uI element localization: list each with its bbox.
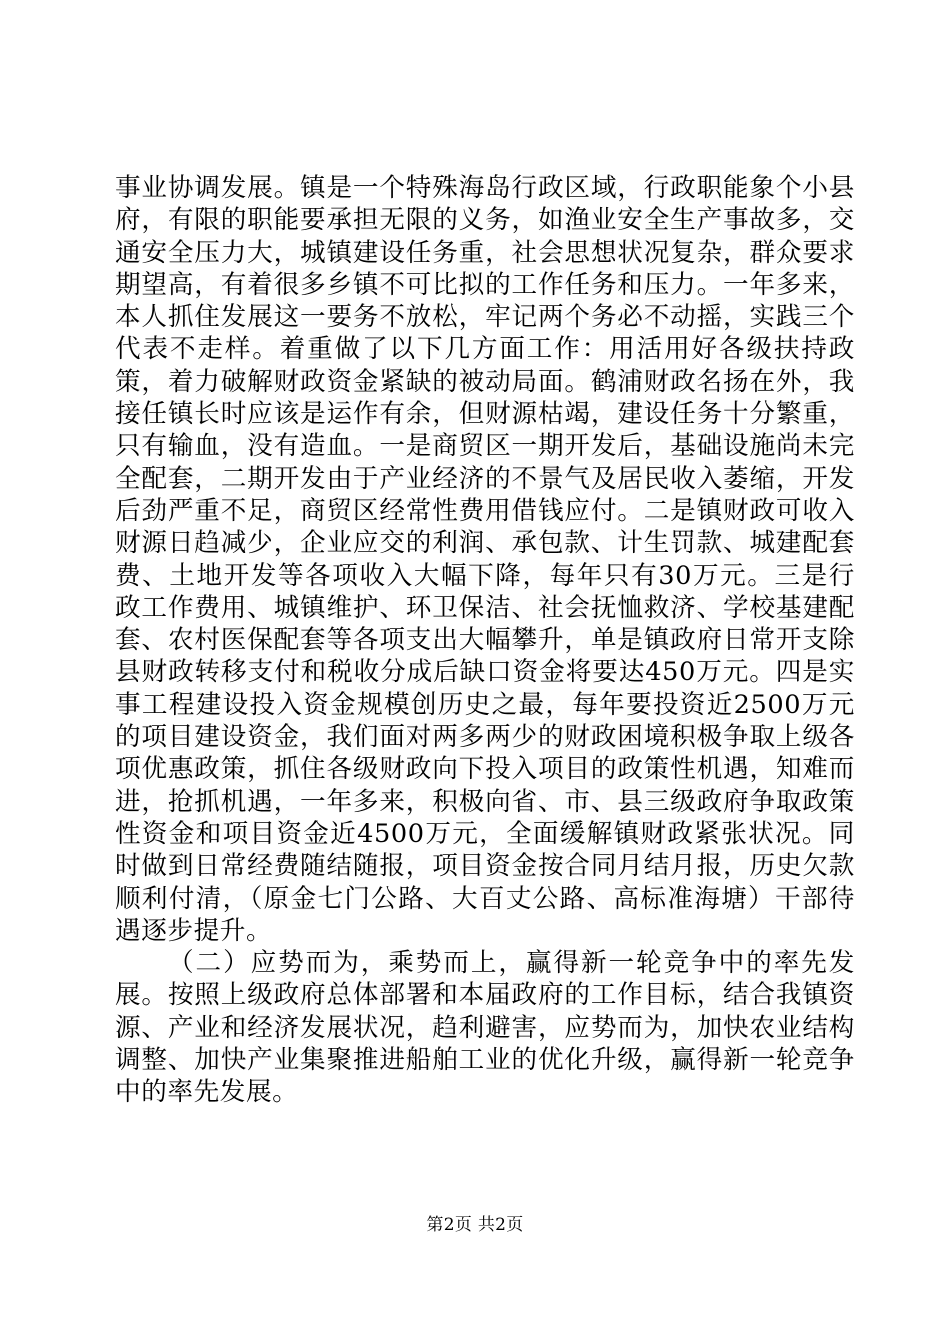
document-body <box>115 172 855 1109</box>
body-paragraph-2: （二）应势而为，乘势而上，赢得新一轮竞争中的率先发展。按照上级政府总体部署和本届政府的工作目标，结合我镇资源、产业和经济发展状况，趋利避害，应势而为，加快农业结构调整、加快产业集聚推进船舶工业的优化升级，赢得新一轮竞争中的率先发展。 <box>115 948 855 1108</box>
body-paragraph-1: 事业协调发展。镇是一个特殊海岛行政区域，行政职能象个小县府，有限的职能要承担无限的义务，如渔业安全生产事故多，交通安全压力大，城镇建设任务重，社会思想状况复杂，群众要求期望高，有着很多乡镇不可比拟的工作任务和压力。一年多来，本人抓住发展这一要务不放松，牢记两个务必不动摇，实践三个代表不走样。着重做了以下几方面工作：用活用好各级扶持政策，着力破解财政资金紧缺的被动局面。鹤浦财政名扬在外，我接任镇长时应该是运作有余，但财源枯竭，建设任务十分繁重，只有输血，没有造血。一是商贸区一期开发后，基础设施尚未完全配套，二期开发由于产业经济的不景气及居民收入萎缩，开发后劲严重不足，商贸区经常性费用借钱应付。二是镇财政可收入财源日趋减少，企业应交的利润、承包款、计生罚款、城建配套费、土地开发等各项收入大幅下降，每年只有30万元。三是行政工作费用、城镇维护、环卫保洁、社会抚恤救济、学校基建配套、农村医保配套等各项支出大幅攀升，单是镇政府日常开支除县财政转移支付和税收分成后缺口资金将要达450万元。四是实事工程建设投入资金规模创历史之最，每年要投资近2500万元的项目建设资金，我们面对两多两少的财政困境积极争取上级各项优惠政策，抓住各级财政向下投入项目的政策性机遇，知难而进，抢抓机遇，一年多来，积极向省、市、县三级政府争取政策性资金和项目资金近4500万元，全面缓解镇财政紧张状况。同时做到日常经费随结随报，项目资金按合同月结月报，历史欠款顺利付清，（原金七门公路、大百丈公路、高标准海塘）干部待遇逐步提升。 <box>115 173 855 946</box>
page-number-footer: 第2页 共2页 <box>426 1215 524 1235</box>
